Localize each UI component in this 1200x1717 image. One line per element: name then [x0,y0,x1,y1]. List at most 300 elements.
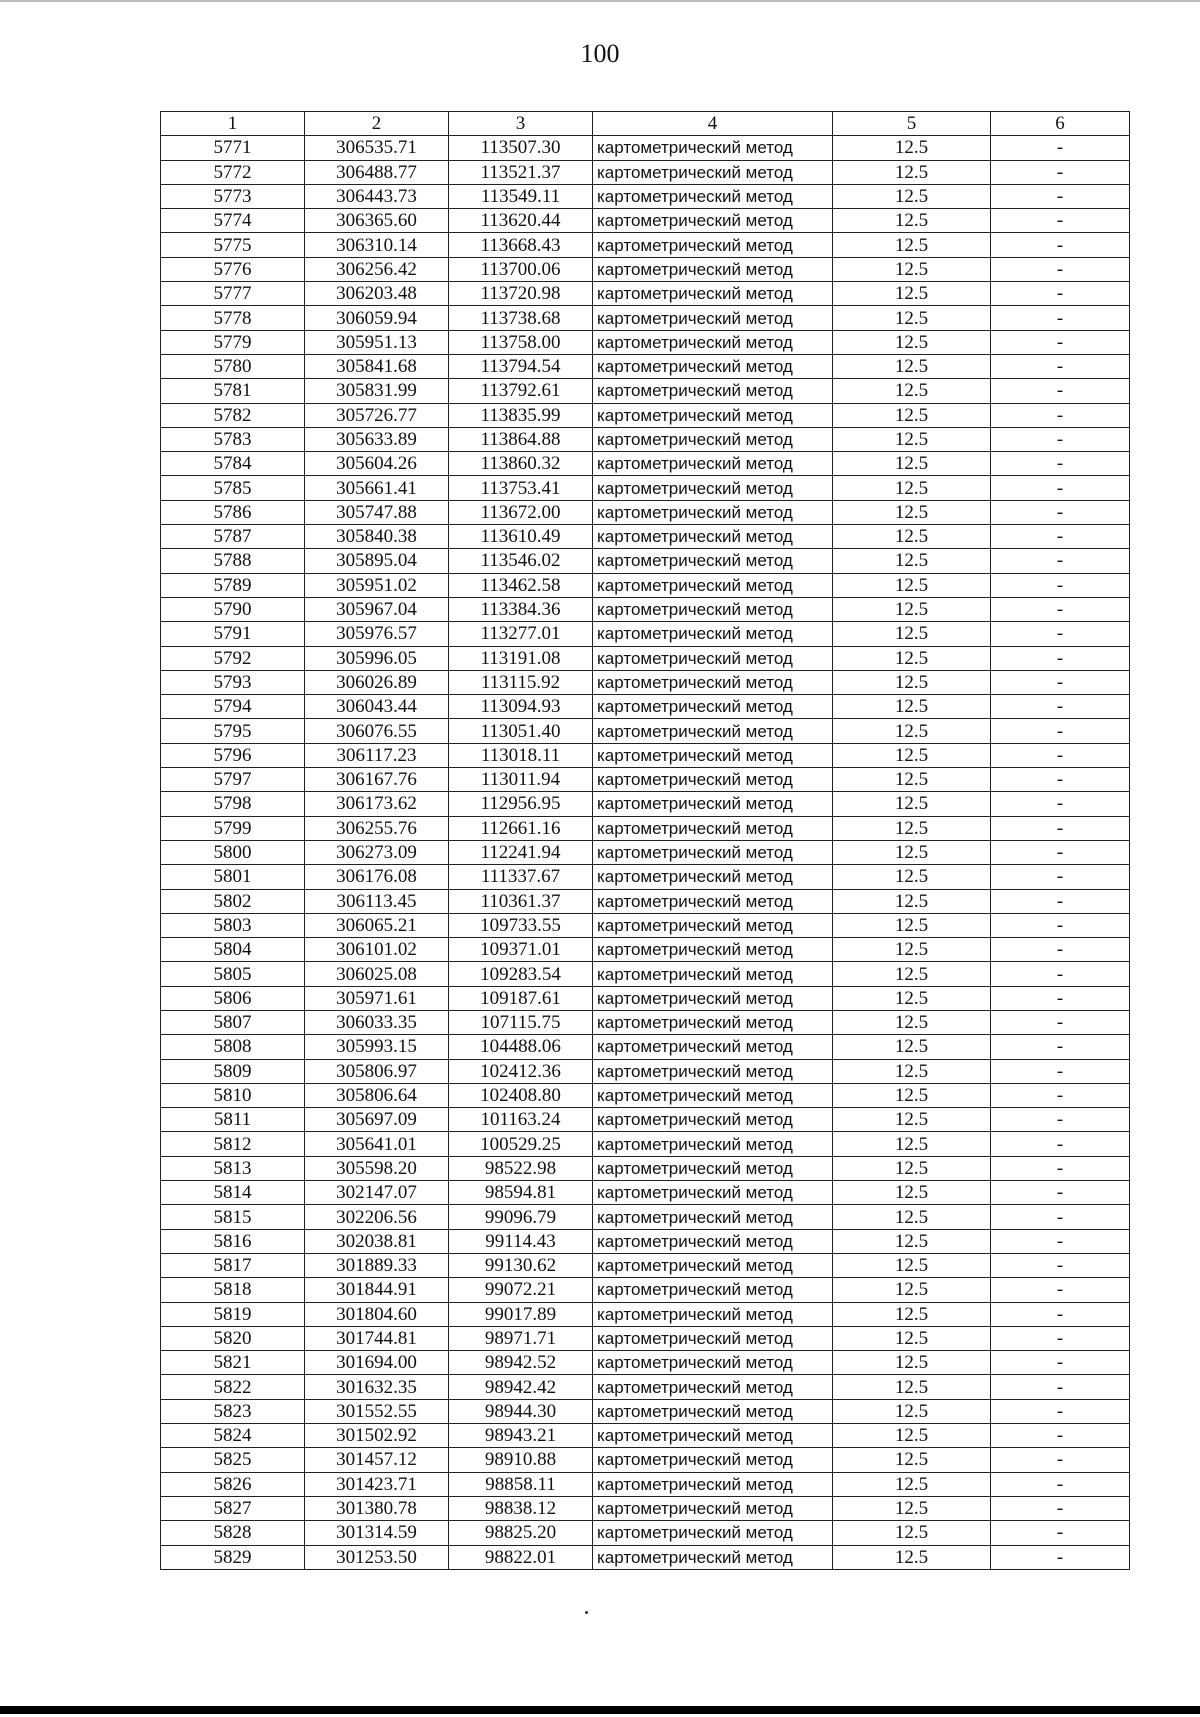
y-coordinate-cell: 113864.88 [449,427,593,451]
accuracy-cell: 12.5 [833,354,991,378]
x-coordinate-cell: 306255.76 [305,816,449,840]
y-coordinate-cell: 113668.43 [449,233,593,257]
accuracy-cell: 12.5 [833,840,991,864]
method-cell: картометрический метод [593,257,833,281]
x-coordinate-cell: 301804.60 [305,1302,449,1326]
accuracy-cell: 12.5 [833,816,991,840]
x-coordinate-cell: 302147.07 [305,1181,449,1205]
point-number-cell: 5773 [161,184,305,208]
x-coordinate-cell: 306273.09 [305,840,449,864]
accuracy-cell: 12.5 [833,257,991,281]
y-coordinate-cell: 102412.36 [449,1059,593,1083]
point-number-cell: 5827 [161,1496,305,1520]
column-header-3: 3 [449,112,593,136]
table-row [161,1302,1130,1326]
x-coordinate-cell: 306101.02 [305,938,449,962]
method-cell: картометрический метод [593,622,833,646]
method-cell: картометрический метод [593,962,833,986]
x-coordinate-cell: 305967.04 [305,597,449,621]
accuracy-cell: 12.5 [833,427,991,451]
accuracy-cell: 12.5 [833,1326,991,1350]
table-row [161,1083,1130,1107]
table-row [161,597,1130,621]
x-coordinate-cell: 306043.44 [305,695,449,719]
y-coordinate-cell: 113051.40 [449,719,593,743]
point-number-cell: 5821 [161,1351,305,1375]
point-number-cell: 5784 [161,452,305,476]
point-number-cell: 5781 [161,379,305,403]
x-coordinate-cell: 305633.89 [305,427,449,451]
accuracy-cell: 12.5 [833,500,991,524]
y-coordinate-cell: 98858.11 [449,1472,593,1496]
table-body [161,136,1130,1570]
accuracy-cell: 12.5 [833,1375,991,1399]
point-number-cell: 5800 [161,840,305,864]
accuracy-cell: 12.5 [833,330,991,354]
y-coordinate-cell: 99017.89 [449,1302,593,1326]
note-cell: - [991,1205,1130,1229]
point-number-cell: 5779 [161,330,305,354]
note-cell: - [991,1448,1130,1472]
note-cell: - [991,525,1130,549]
note-cell: - [991,452,1130,476]
table-row [161,865,1130,889]
table-row [161,889,1130,913]
point-number-cell: 5813 [161,1156,305,1180]
point-number-cell: 5815 [161,1205,305,1229]
point-number-cell: 5828 [161,1521,305,1545]
note-cell: - [991,306,1130,330]
y-coordinate-cell: 113610.49 [449,525,593,549]
note-cell: - [991,330,1130,354]
x-coordinate-cell: 306076.55 [305,719,449,743]
table-row [161,695,1130,719]
point-number-cell: 5778 [161,306,305,330]
note-cell: - [991,622,1130,646]
accuracy-cell: 12.5 [833,379,991,403]
table-row [161,646,1130,670]
point-number-cell: 5787 [161,525,305,549]
table-row [161,452,1130,476]
x-coordinate-cell: 306365.60 [305,209,449,233]
point-number-cell: 5798 [161,792,305,816]
point-number-cell: 5795 [161,719,305,743]
accuracy-cell: 12.5 [833,1205,991,1229]
scan-top-edge [0,0,1200,2]
point-number-cell: 5794 [161,695,305,719]
note-cell: - [991,840,1130,864]
x-coordinate-cell: 305895.04 [305,549,449,573]
note-cell: - [991,768,1130,792]
x-coordinate-cell: 306203.48 [305,282,449,306]
y-coordinate-cell: 98971.71 [449,1326,593,1350]
note-cell: - [991,379,1130,403]
point-number-cell: 5817 [161,1253,305,1277]
x-coordinate-cell: 305831.99 [305,379,449,403]
accuracy-cell: 12.5 [833,1253,991,1277]
table-row [161,1156,1130,1180]
note-cell: - [991,1010,1130,1034]
accuracy-cell: 12.5 [833,1108,991,1132]
accuracy-cell: 12.5 [833,719,991,743]
note-cell: - [991,184,1130,208]
table-row [161,1545,1130,1569]
note-cell: - [991,1521,1130,1545]
table-row [161,816,1130,840]
table-row [161,622,1130,646]
accuracy-cell: 12.5 [833,549,991,573]
accuracy-cell: 12.5 [833,1156,991,1180]
accuracy-cell: 12.5 [833,282,991,306]
method-cell: картометрический метод [593,913,833,937]
note-cell: - [991,257,1130,281]
note-cell: - [991,597,1130,621]
point-number-cell: 5810 [161,1083,305,1107]
point-number-cell: 5818 [161,1278,305,1302]
column-header-1: 1 [161,112,305,136]
x-coordinate-cell: 306059.94 [305,306,449,330]
note-cell: - [991,1424,1130,1448]
table-row [161,938,1130,962]
table-row [161,1229,1130,1253]
x-coordinate-cell: 301694.00 [305,1351,449,1375]
table-row [161,282,1130,306]
accuracy-cell: 12.5 [833,986,991,1010]
note-cell: - [991,1132,1130,1156]
method-cell: картометрический метод [593,1083,833,1107]
y-coordinate-cell: 113507.30 [449,136,593,160]
note-cell: - [991,1399,1130,1423]
accuracy-cell: 12.5 [833,597,991,621]
table-row [161,1521,1130,1545]
table-row [161,986,1130,1010]
note-cell: - [991,865,1130,889]
y-coordinate-cell: 113094.93 [449,695,593,719]
accuracy-cell: 12.5 [833,1521,991,1545]
note-cell: - [991,1278,1130,1302]
table-row [161,913,1130,937]
x-coordinate-cell: 301552.55 [305,1399,449,1423]
point-number-cell: 5789 [161,573,305,597]
note-cell: - [991,136,1130,160]
method-cell: картометрический метод [593,719,833,743]
point-number-cell: 5829 [161,1545,305,1569]
x-coordinate-cell: 301423.71 [305,1472,449,1496]
x-coordinate-cell: 305996.05 [305,646,449,670]
accuracy-cell: 12.5 [833,670,991,694]
point-number-cell: 5805 [161,962,305,986]
method-cell: картометрический метод [593,1010,833,1034]
method-cell: картометрический метод [593,1448,833,1472]
point-number-cell: 5796 [161,743,305,767]
x-coordinate-cell: 301457.12 [305,1448,449,1472]
method-cell: картометрический метод [593,986,833,1010]
y-coordinate-cell: 112661.16 [449,816,593,840]
method-cell: картометрический метод [593,1035,833,1059]
method-cell: картометрический метод [593,1326,833,1350]
y-coordinate-cell: 113835.99 [449,403,593,427]
point-number-cell: 5823 [161,1399,305,1423]
note-cell: - [991,986,1130,1010]
note-cell: - [991,1351,1130,1375]
table-row [161,476,1130,500]
x-coordinate-cell: 305976.57 [305,622,449,646]
method-cell: картометрический метод [593,768,833,792]
point-number-cell: 5797 [161,768,305,792]
method-cell: картометрический метод [593,233,833,257]
table-row [161,1181,1130,1205]
point-number-cell: 5801 [161,865,305,889]
table-row [161,768,1130,792]
accuracy-cell: 12.5 [833,1496,991,1520]
note-cell: - [991,1545,1130,1569]
x-coordinate-cell: 305951.13 [305,330,449,354]
y-coordinate-cell: 109283.54 [449,962,593,986]
point-number-cell: 5790 [161,597,305,621]
method-cell: картометрический метод [593,1375,833,1399]
method-cell: картометрический метод [593,646,833,670]
x-coordinate-cell: 305598.20 [305,1156,449,1180]
table-row [161,1035,1130,1059]
method-cell: картометрический метод [593,1059,833,1083]
y-coordinate-cell: 104488.06 [449,1035,593,1059]
y-coordinate-cell: 113753.41 [449,476,593,500]
method-cell: картометрический метод [593,573,833,597]
y-coordinate-cell: 112241.94 [449,840,593,864]
accuracy-cell: 12.5 [833,1472,991,1496]
table-row [161,257,1130,281]
note-cell: - [991,476,1130,500]
point-number-cell: 5825 [161,1448,305,1472]
table-header-row [161,112,1130,136]
accuracy-cell: 12.5 [833,1424,991,1448]
y-coordinate-cell: 113384.36 [449,597,593,621]
column-header-5: 5 [833,112,991,136]
x-coordinate-cell: 306167.76 [305,768,449,792]
method-cell: картометрический метод [593,1521,833,1545]
y-coordinate-cell: 111337.67 [449,865,593,889]
x-coordinate-cell: 305806.97 [305,1059,449,1083]
point-number-cell: 5785 [161,476,305,500]
y-coordinate-cell: 99096.79 [449,1205,593,1229]
y-coordinate-cell: 107115.75 [449,1010,593,1034]
x-coordinate-cell: 301314.59 [305,1521,449,1545]
scan-speck [585,1611,588,1614]
x-coordinate-cell: 305726.77 [305,403,449,427]
table-row [161,500,1130,524]
y-coordinate-cell: 100529.25 [449,1132,593,1156]
note-cell: - [991,743,1130,767]
note-cell: - [991,282,1130,306]
x-coordinate-cell: 306256.42 [305,257,449,281]
note-cell: - [991,1229,1130,1253]
method-cell: картометрический метод [593,476,833,500]
y-coordinate-cell: 98522.98 [449,1156,593,1180]
x-coordinate-cell: 301744.81 [305,1326,449,1350]
method-cell: картометрический метод [593,306,833,330]
column-header-2: 2 [305,112,449,136]
x-coordinate-cell: 305604.26 [305,452,449,476]
table-row [161,1326,1130,1350]
y-coordinate-cell: 113549.11 [449,184,593,208]
method-cell: картометрический метод [593,1108,833,1132]
table-row [161,233,1130,257]
accuracy-cell: 12.5 [833,1010,991,1034]
method-cell: картометрический метод [593,209,833,233]
accuracy-cell: 12.5 [833,525,991,549]
point-number-cell: 5782 [161,403,305,427]
table-row [161,962,1130,986]
note-cell: - [991,1035,1130,1059]
accuracy-cell: 12.5 [833,452,991,476]
table-row [161,403,1130,427]
y-coordinate-cell: 113860.32 [449,452,593,476]
point-number-cell: 5791 [161,622,305,646]
x-coordinate-cell: 305641.01 [305,1132,449,1156]
note-cell: - [991,1375,1130,1399]
y-coordinate-cell: 113620.44 [449,209,593,233]
method-cell: картометрический метод [593,184,833,208]
x-coordinate-cell: 305841.68 [305,354,449,378]
note-cell: - [991,695,1130,719]
point-number-cell: 5788 [161,549,305,573]
y-coordinate-cell: 98594.81 [449,1181,593,1205]
point-number-cell: 5799 [161,816,305,840]
point-number-cell: 5809 [161,1059,305,1083]
accuracy-cell: 12.5 [833,1448,991,1472]
scan-bottom-edge [0,1706,1200,1714]
table-row [161,1108,1130,1132]
method-cell: картометрический метод [593,743,833,767]
method-cell: картометрический метод [593,1472,833,1496]
accuracy-cell: 12.5 [833,1059,991,1083]
y-coordinate-cell: 98942.42 [449,1375,593,1399]
coordinates-table [160,111,1130,1570]
point-number-cell: 5806 [161,986,305,1010]
method-cell: картометрический метод [593,160,833,184]
method-cell: картометрический метод [593,1351,833,1375]
point-number-cell: 5772 [161,160,305,184]
y-coordinate-cell: 98943.21 [449,1424,593,1448]
y-coordinate-cell: 113738.68 [449,306,593,330]
point-number-cell: 5783 [161,427,305,451]
accuracy-cell: 12.5 [833,1278,991,1302]
y-coordinate-cell: 109187.61 [449,986,593,1010]
table-row [161,209,1130,233]
y-coordinate-cell: 113792.61 [449,379,593,403]
accuracy-cell: 12.5 [833,962,991,986]
table-row [161,1278,1130,1302]
table-row [161,840,1130,864]
y-coordinate-cell: 113277.01 [449,622,593,646]
note-cell: - [991,160,1130,184]
accuracy-cell: 12.5 [833,1545,991,1569]
table-row [161,549,1130,573]
y-coordinate-cell: 99072.21 [449,1278,593,1302]
method-cell: картометрический метод [593,840,833,864]
note-cell: - [991,1059,1130,1083]
y-coordinate-cell: 109733.55 [449,913,593,937]
point-number-cell: 5812 [161,1132,305,1156]
x-coordinate-cell: 306026.89 [305,670,449,694]
x-coordinate-cell: 301632.35 [305,1375,449,1399]
point-number-cell: 5775 [161,233,305,257]
x-coordinate-cell: 302206.56 [305,1205,449,1229]
accuracy-cell: 12.5 [833,233,991,257]
note-cell: - [991,354,1130,378]
accuracy-cell: 12.5 [833,1302,991,1326]
point-number-cell: 5826 [161,1472,305,1496]
table-row [161,1253,1130,1277]
table-row [161,743,1130,767]
accuracy-cell: 12.5 [833,792,991,816]
table-row [161,525,1130,549]
method-cell: картометрический метод [593,136,833,160]
table-row [161,573,1130,597]
table-row [161,1424,1130,1448]
note-cell: - [991,1156,1130,1180]
y-coordinate-cell: 113191.08 [449,646,593,670]
y-coordinate-cell: 112956.95 [449,792,593,816]
table-row [161,1059,1130,1083]
method-cell: картометрический метод [593,525,833,549]
accuracy-cell: 12.5 [833,1181,991,1205]
y-coordinate-cell: 98838.12 [449,1496,593,1520]
y-coordinate-cell: 101163.24 [449,1108,593,1132]
method-cell: картометрический метод [593,1181,833,1205]
method-cell: картометрический метод [593,1205,833,1229]
x-coordinate-cell: 305971.61 [305,986,449,1010]
point-number-cell: 5814 [161,1181,305,1205]
x-coordinate-cell: 301502.92 [305,1424,449,1448]
accuracy-cell: 12.5 [833,889,991,913]
note-cell: - [991,1253,1130,1277]
note-cell: - [991,1496,1130,1520]
method-cell: картометрический метод [593,282,833,306]
note-cell: - [991,427,1130,451]
accuracy-cell: 12.5 [833,403,991,427]
y-coordinate-cell: 99114.43 [449,1229,593,1253]
method-cell: картометрический метод [593,1399,833,1423]
table-row [161,1448,1130,1472]
table-row [161,1399,1130,1423]
point-number-cell: 5802 [161,889,305,913]
x-coordinate-cell: 305661.41 [305,476,449,500]
point-number-cell: 5804 [161,938,305,962]
y-coordinate-cell: 113794.54 [449,354,593,378]
method-cell: картометрический метод [593,452,833,476]
table-row [161,160,1130,184]
table-row [161,792,1130,816]
method-cell: картометрический метод [593,403,833,427]
accuracy-cell: 12.5 [833,1132,991,1156]
note-cell: - [991,792,1130,816]
x-coordinate-cell: 306443.73 [305,184,449,208]
note-cell: - [991,403,1130,427]
note-cell: - [991,1108,1130,1132]
point-number-cell: 5822 [161,1375,305,1399]
point-number-cell: 5792 [161,646,305,670]
accuracy-cell: 12.5 [833,573,991,597]
method-cell: картометрический метод [593,1278,833,1302]
method-cell: картометрический метод [593,500,833,524]
y-coordinate-cell: 113672.00 [449,500,593,524]
x-coordinate-cell: 305993.15 [305,1035,449,1059]
point-number-cell: 5820 [161,1326,305,1350]
x-coordinate-cell: 306113.45 [305,889,449,913]
table-row [161,1472,1130,1496]
x-coordinate-cell: 306173.62 [305,792,449,816]
